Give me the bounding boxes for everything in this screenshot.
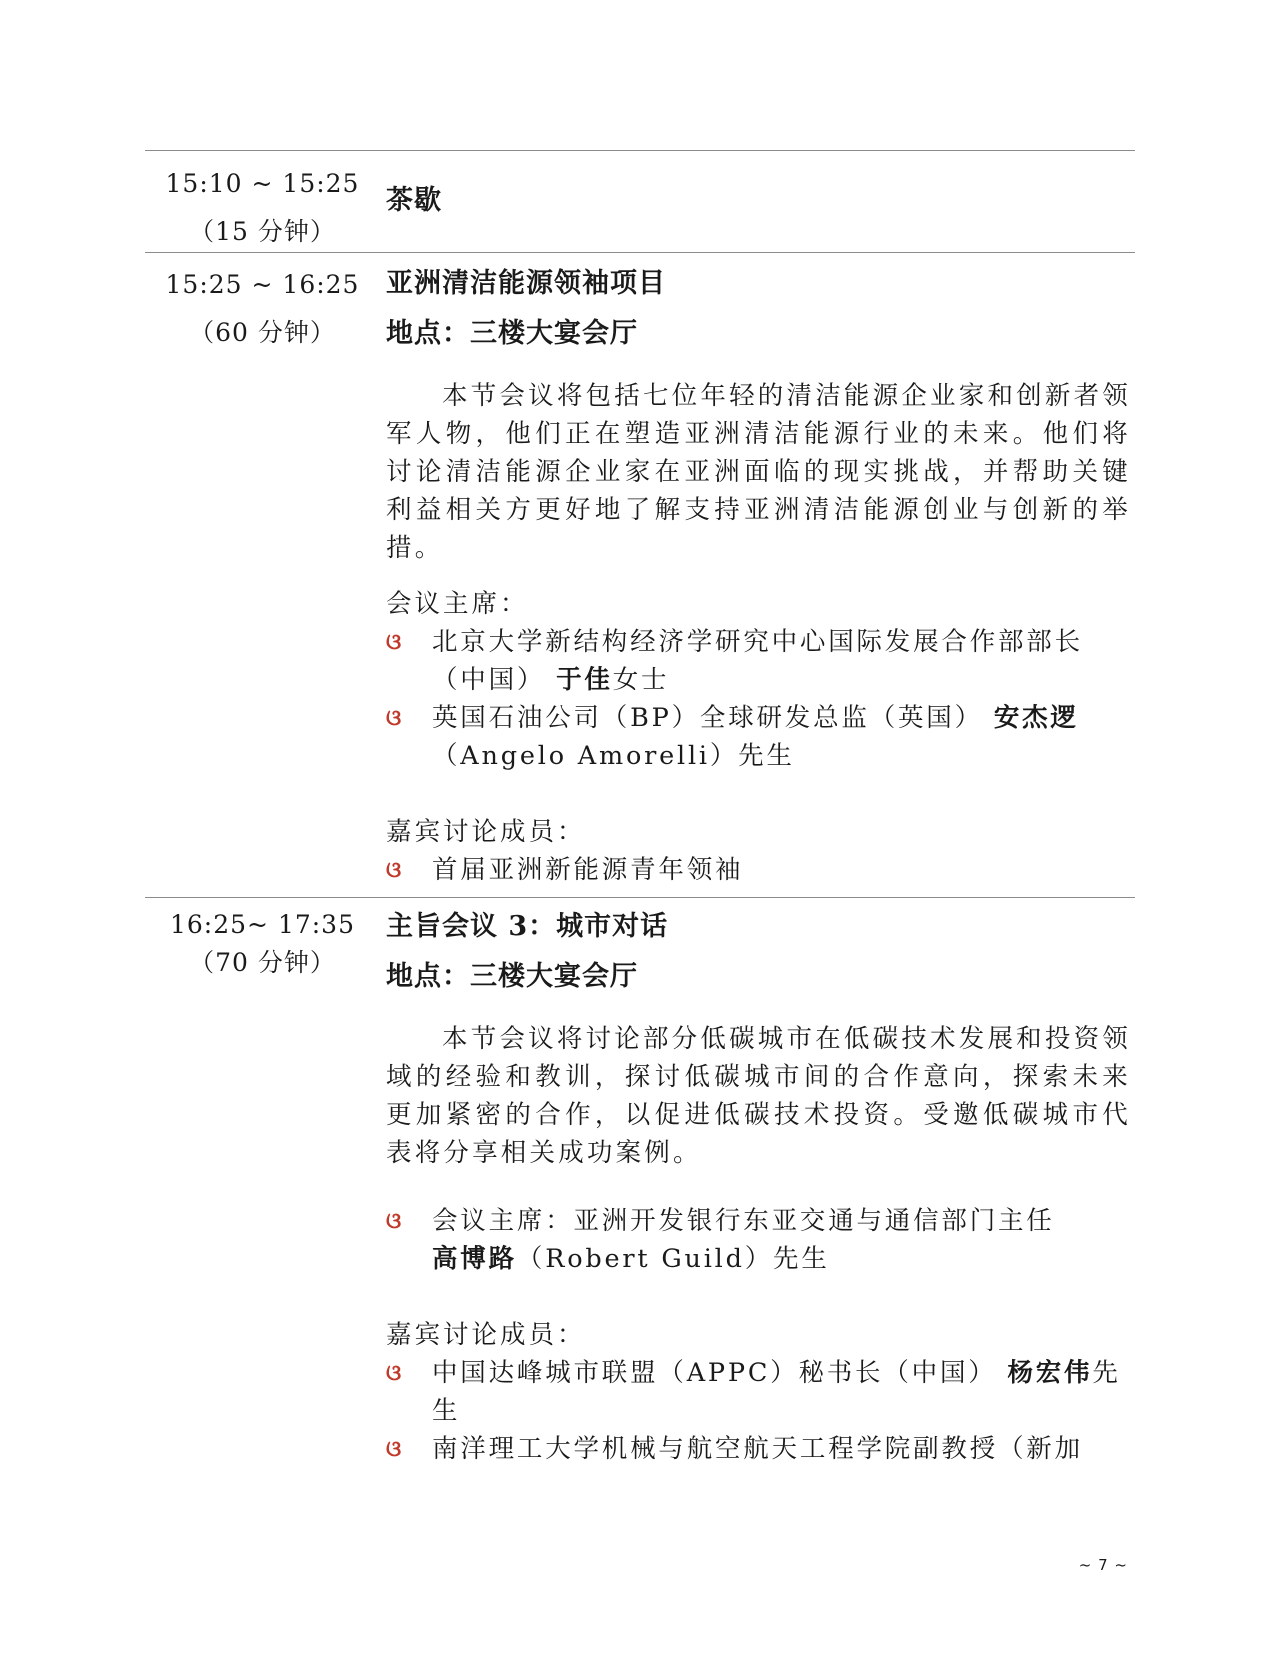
bullet-icon: ଓ: [386, 1208, 402, 1234]
duration: （70 分钟）: [189, 948, 336, 977]
person-name: 安杰逻: [993, 703, 1079, 733]
time-range: 15:25 ~ 16:25: [165, 270, 360, 299]
session-tea-break: [386, 176, 1131, 226]
panelist-item: ଓ 首届亚洲新能源青年领袖: [386, 851, 1131, 889]
time-range: 16:25~ 17:35: [170, 910, 355, 939]
time-range: 15:10 ~ 15:25: [165, 169, 360, 198]
time-cell-clean-energy: [150, 261, 375, 357]
panelist-item: ଓ 南洋理工大学机械与航空航天工程学院副教授（新加: [386, 1430, 1131, 1468]
panelist-item: ଓ 中国达峰城市联盟（APPC）秘书长（中国） 杨宏伟先生: [386, 1354, 1131, 1430]
time-cell-tea-break: [150, 160, 375, 256]
chair-item: ଓ 英国石油公司（BP）全球研发总监（英国） 安杰逻（Angelo Amorelli）先生: [386, 699, 1131, 775]
session-city-dialogue: [386, 902, 1131, 1468]
table-row-divider: [145, 897, 1135, 898]
chair-label: 会议主席：: [386, 589, 529, 619]
panel-label: 嘉宾讨论成员：: [386, 1320, 586, 1350]
bullet-icon: ଓ: [386, 1360, 402, 1386]
person-name: 高博路: [432, 1244, 517, 1274]
session-description: 本节会议将包括七位年轻的清洁能源企业家和创新者领军人物，他们正在塑造亚洲清洁能源行业的未来。他们将讨论清洁能源企业家在亚洲面临的现实挑战，并帮助关键利益相关方更好地了解支持亚洲清洁能源创业与创新的举措。: [386, 381, 1131, 563]
time-cell-city-dialogue: [150, 906, 375, 982]
bullet-icon: ଓ: [386, 629, 402, 655]
session-description: 本节会议将讨论部分低碳城市在低碳技术发展和投资领域的经验和教训，探讨低碳城市间的合作意向，探索未来更加紧密的合作，以促进低碳技术投资。受邀低碳城市代表将分享相关成功案例。: [386, 1024, 1131, 1168]
bullet-icon: ଓ: [386, 705, 402, 731]
session-location: 地点：三楼大宴会厅: [386, 961, 638, 992]
person-name: 杨宏伟: [1007, 1358, 1093, 1388]
table-top-rule: [145, 150, 1135, 151]
session-title: 茶歇: [386, 185, 442, 216]
session-title: 主旨会议 3：城市对话: [386, 911, 669, 942]
session-location: 地点：三楼大宴会厅: [386, 318, 638, 349]
duration: （15 分钟）: [189, 217, 336, 246]
chair-item: ଓ 会议主席：亚洲开发银行东亚交通与通信部门主任 高博路（Robert Guild）先生: [386, 1202, 1131, 1278]
session-clean-energy-leaders: [386, 259, 1131, 889]
bullet-icon: ଓ: [386, 857, 402, 883]
chair-item: ଓ 北京大学新结构经济学研究中心国际发展合作部部长（中国） 于佳女士: [386, 623, 1131, 699]
panel-label: 嘉宾讨论成员：: [386, 817, 586, 847]
page-number: ~ 7 ~: [1078, 1556, 1128, 1574]
session-title: 亚洲清洁能源领袖项目: [386, 268, 666, 299]
person-name: 于佳: [556, 665, 613, 695]
duration: （60 分钟）: [189, 318, 336, 347]
bullet-icon: ଓ: [386, 1436, 402, 1462]
